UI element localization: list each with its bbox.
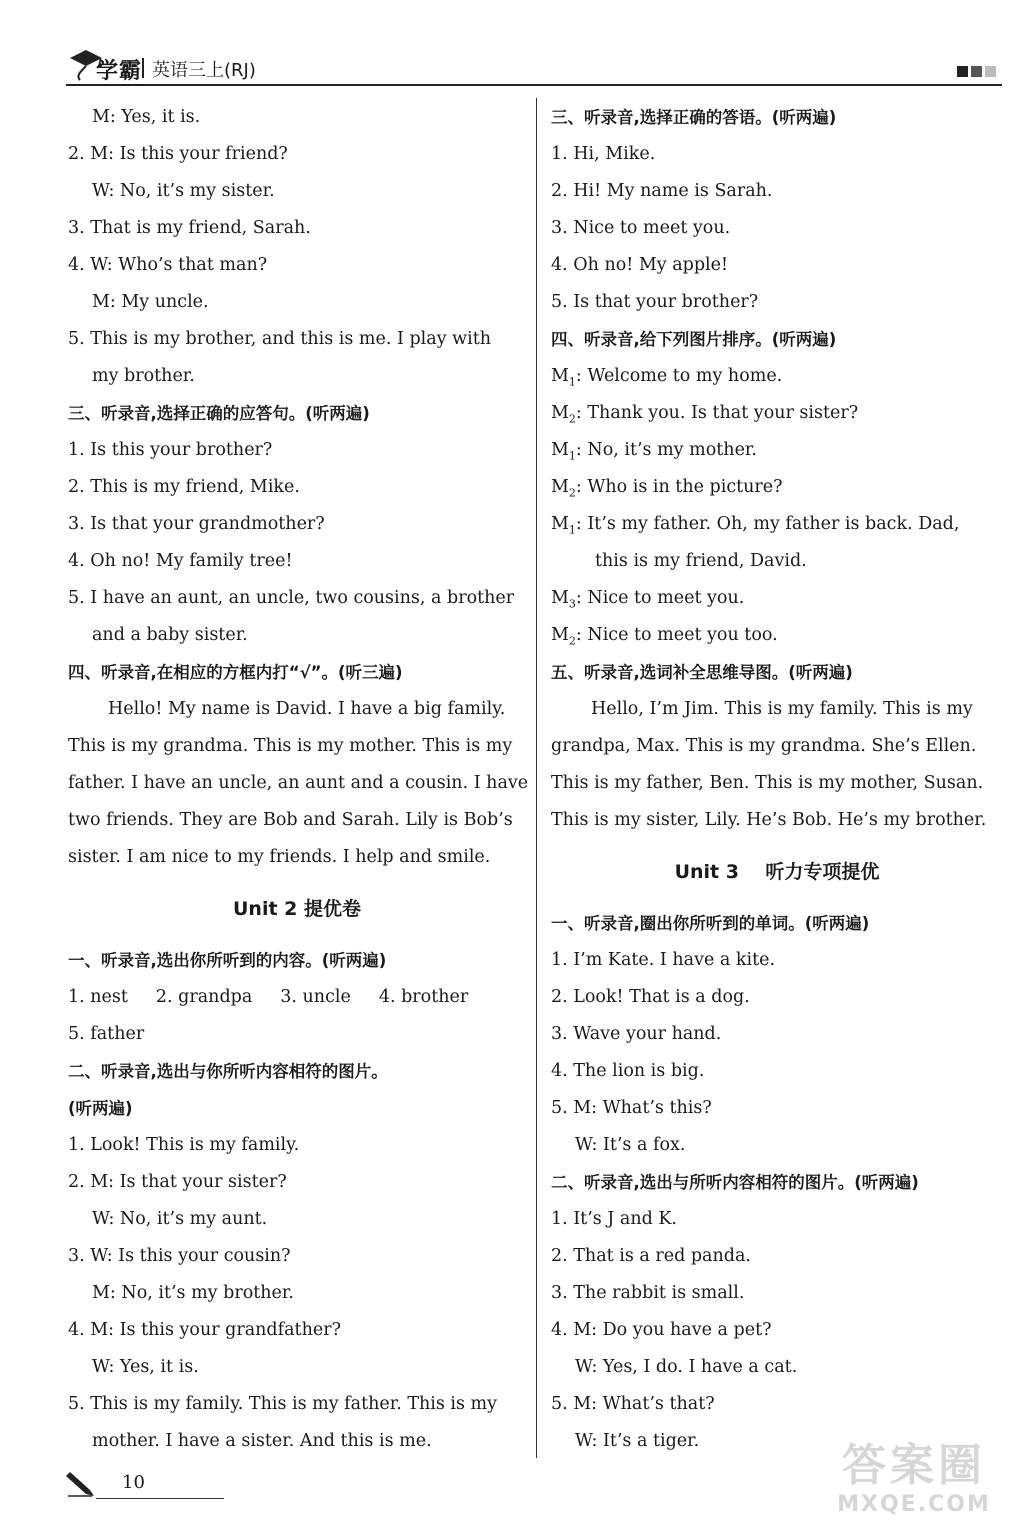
dialogue-line-cont: this is my friend, David. bbox=[595, 551, 807, 571]
option-row bbox=[68, 979, 526, 1016]
dialogue-line bbox=[551, 432, 1003, 469]
dialogue-line bbox=[551, 469, 1003, 506]
text-line: W: Yes, it is. bbox=[92, 1357, 199, 1377]
text-line: 3. W: Is this your cousin? bbox=[68, 1246, 291, 1266]
speaker-index: 2 bbox=[568, 412, 576, 426]
speaker: M bbox=[551, 366, 569, 386]
text-line: mother. I have a sister. And this is me. bbox=[92, 1431, 432, 1451]
text-line: 5. Is that your brother? bbox=[551, 292, 759, 312]
page-footer bbox=[66, 1466, 166, 1502]
watermark bbox=[809, 1440, 1019, 1530]
text-line: 2. That is a red panda. bbox=[551, 1246, 751, 1266]
paragraph-line: father. I have an uncle, an aunt and a cousin. I have bbox=[68, 773, 529, 793]
section-heading: 三、听录音,选择正确的答语。(听两遍) bbox=[551, 108, 837, 127]
paragraph-line: This is my grandma. This is my mother. This is my bbox=[68, 736, 513, 756]
text-line: 2. This is my friend, Mike. bbox=[68, 477, 300, 497]
section-heading: 二、听录音,选出与你所听内容相符的图片。 bbox=[68, 1062, 388, 1081]
header-separator bbox=[142, 58, 144, 78]
corner-block-light bbox=[985, 66, 996, 77]
speaker-index: 2 bbox=[568, 486, 576, 500]
option: 2. grandpa bbox=[155, 987, 253, 1007]
right-column bbox=[551, 99, 1003, 1460]
speaker: M bbox=[551, 588, 569, 608]
corner-block-mid bbox=[971, 66, 982, 77]
speaker-index: 1 bbox=[568, 523, 576, 537]
corner-block-dark bbox=[957, 66, 968, 77]
paragraph-line: This is my father, Ben. This is my mother, Susan. bbox=[551, 773, 984, 793]
text-line: 3. Is that your grandmother? bbox=[68, 514, 325, 534]
unit-title: Unit 2 提优卷 bbox=[233, 898, 361, 920]
text-line: W: No, it’s my sister. bbox=[92, 181, 275, 201]
utterance: : It’s my father. Oh, my father is back. Dad, bbox=[575, 514, 960, 534]
text-line: 4. W: Who’s that man? bbox=[68, 255, 268, 275]
text-line: 4. M: Is this your grandfather? bbox=[68, 1320, 341, 1340]
text-line: M: No, it’s my brother. bbox=[92, 1283, 294, 1303]
utterance: : Welcome to my home. bbox=[575, 366, 783, 386]
paragraph-line: sister. I am nice to my friends. I help and smile. bbox=[68, 847, 491, 867]
text-line: 1. It’s J and K. bbox=[551, 1209, 677, 1229]
speaker: M bbox=[551, 625, 569, 645]
text-line: 2. M: Is that your sister? bbox=[68, 1172, 287, 1192]
section-heading: 五、听录音,选词补全思维导图。(听两遍) bbox=[551, 663, 853, 682]
text-line: 2. Hi! My name is Sarah. bbox=[551, 181, 773, 201]
speaker: M bbox=[551, 440, 569, 460]
left-column bbox=[68, 99, 529, 1460]
text-line: 3. Wave your hand. bbox=[551, 1024, 722, 1044]
text-line: 3. Nice to meet you. bbox=[551, 218, 731, 238]
speaker: M bbox=[551, 514, 569, 534]
speaker: M bbox=[551, 477, 569, 497]
watermark-url: MXQE.COM bbox=[837, 1492, 991, 1517]
utterance: : Nice to meet you. bbox=[575, 588, 745, 608]
option: 4. brother bbox=[378, 987, 469, 1007]
corner-blocks bbox=[957, 66, 996, 77]
section-heading: 二、听录音,选出与所听内容相符的图片。(听两遍) bbox=[551, 1173, 919, 1192]
text-line: 4. Oh no! My apple! bbox=[551, 255, 729, 275]
text-line: 1. Look! This is my family. bbox=[68, 1135, 300, 1155]
brand-name: 学霸 bbox=[96, 59, 143, 84]
text-line: M: My uncle. bbox=[92, 292, 209, 312]
text-line: my brother. bbox=[92, 366, 195, 386]
unit-title: Unit 3 听力专项提优 bbox=[674, 861, 880, 883]
speaker-index: 2 bbox=[568, 634, 576, 648]
dialogue-line bbox=[551, 395, 1003, 432]
text-line: 4. The lion is big. bbox=[551, 1061, 705, 1081]
paragraph-line: This is my sister, Lily. He’s Bob. He’s my brother. bbox=[551, 810, 987, 830]
text-line: and a baby sister. bbox=[92, 625, 248, 645]
section-heading: 四、听录音,给下列图片排序。(听两遍) bbox=[551, 330, 837, 349]
option: 1. nest bbox=[68, 987, 128, 1007]
text-line: W: It’s a tiger. bbox=[575, 1431, 700, 1451]
text-line: W: No, it’s my aunt. bbox=[92, 1209, 268, 1229]
text-line: 5. M: What’s that? bbox=[551, 1394, 715, 1414]
header-rule bbox=[66, 84, 1002, 86]
utterance: : Thank you. Is that your sister? bbox=[575, 403, 859, 423]
paragraph-line: grandpa, Max. This is my grandma. She’s Ellen. bbox=[551, 736, 977, 756]
speaker-index: 3 bbox=[568, 597, 576, 611]
text-line: 1. Hi, Mike. bbox=[551, 144, 656, 164]
dialogue-line bbox=[551, 580, 1003, 617]
speaker-index: 1 bbox=[568, 449, 576, 463]
text-line: 5. I have an aunt, an uncle, two cousins, a brother bbox=[68, 588, 515, 608]
text-line: 5. This is my family. This is my father. This is my bbox=[68, 1394, 498, 1414]
section-heading-cont: (听两遍) bbox=[68, 1099, 133, 1118]
text-line: 1. I’m Kate. I have a kite. bbox=[551, 950, 776, 970]
dialogue-line bbox=[551, 617, 1003, 654]
text-line: 2. Look! That is a dog. bbox=[551, 987, 750, 1007]
utterance: : Who is in the picture? bbox=[575, 477, 783, 497]
text-line: 1. Is this your brother? bbox=[68, 440, 273, 460]
footer-rule bbox=[96, 1498, 224, 1499]
watermark-text: 答案圈 bbox=[842, 1440, 986, 1491]
column-divider bbox=[536, 98, 537, 1458]
page-number: 10 bbox=[122, 1472, 145, 1493]
book-title: 英语三上(RJ) bbox=[152, 60, 256, 81]
text-line: 5. This is my brother, and this is me. I play with bbox=[68, 329, 492, 349]
page-header bbox=[66, 44, 1002, 86]
section-heading: 四、听录音,在相应的方框内打“√”。(听三遍) bbox=[68, 663, 403, 682]
text-line: 3. That is my friend, Sarah. bbox=[68, 218, 311, 238]
paragraph-line: two friends. They are Bob and Sarah. Lily is Bob’s bbox=[68, 810, 513, 830]
section-heading: 三、听录音,选择正确的应答句。(听两遍) bbox=[68, 404, 370, 423]
text-line: 4. M: Do you have a pet? bbox=[551, 1320, 772, 1340]
text-line: W: Yes, I do. I have a cat. bbox=[575, 1357, 798, 1377]
speaker-index: 1 bbox=[568, 375, 576, 389]
text-line: 2. M: Is this your friend? bbox=[68, 144, 288, 164]
text-line: M: Yes, it is. bbox=[92, 107, 201, 127]
option: 5. father bbox=[68, 1024, 145, 1044]
dialogue-line bbox=[551, 358, 1003, 395]
paragraph-line: Hello! My name is David. I have a big family. bbox=[108, 699, 506, 719]
option: 3. uncle bbox=[280, 987, 351, 1007]
text-line: W: It’s a fox. bbox=[575, 1135, 686, 1155]
text-line: 3. The rabbit is small. bbox=[551, 1283, 745, 1303]
speaker: M bbox=[551, 403, 569, 423]
paragraph-line: Hello, I’m Jim. This is my family. This is my bbox=[591, 699, 973, 719]
text-line: 4. Oh no! My family tree! bbox=[68, 551, 293, 571]
section-heading: 一、听录音,圈出你所听到的单词。(听两遍) bbox=[551, 914, 870, 933]
section-heading: 一、听录音,选出你所听到的内容。(听两遍) bbox=[68, 951, 387, 970]
pencil-icon bbox=[66, 1468, 98, 1498]
dialogue-line bbox=[551, 506, 1003, 543]
utterance: : No, it’s my mother. bbox=[575, 440, 757, 460]
utterance: : Nice to meet you too. bbox=[575, 625, 778, 645]
text-line: 5. M: What’s this? bbox=[551, 1098, 712, 1118]
